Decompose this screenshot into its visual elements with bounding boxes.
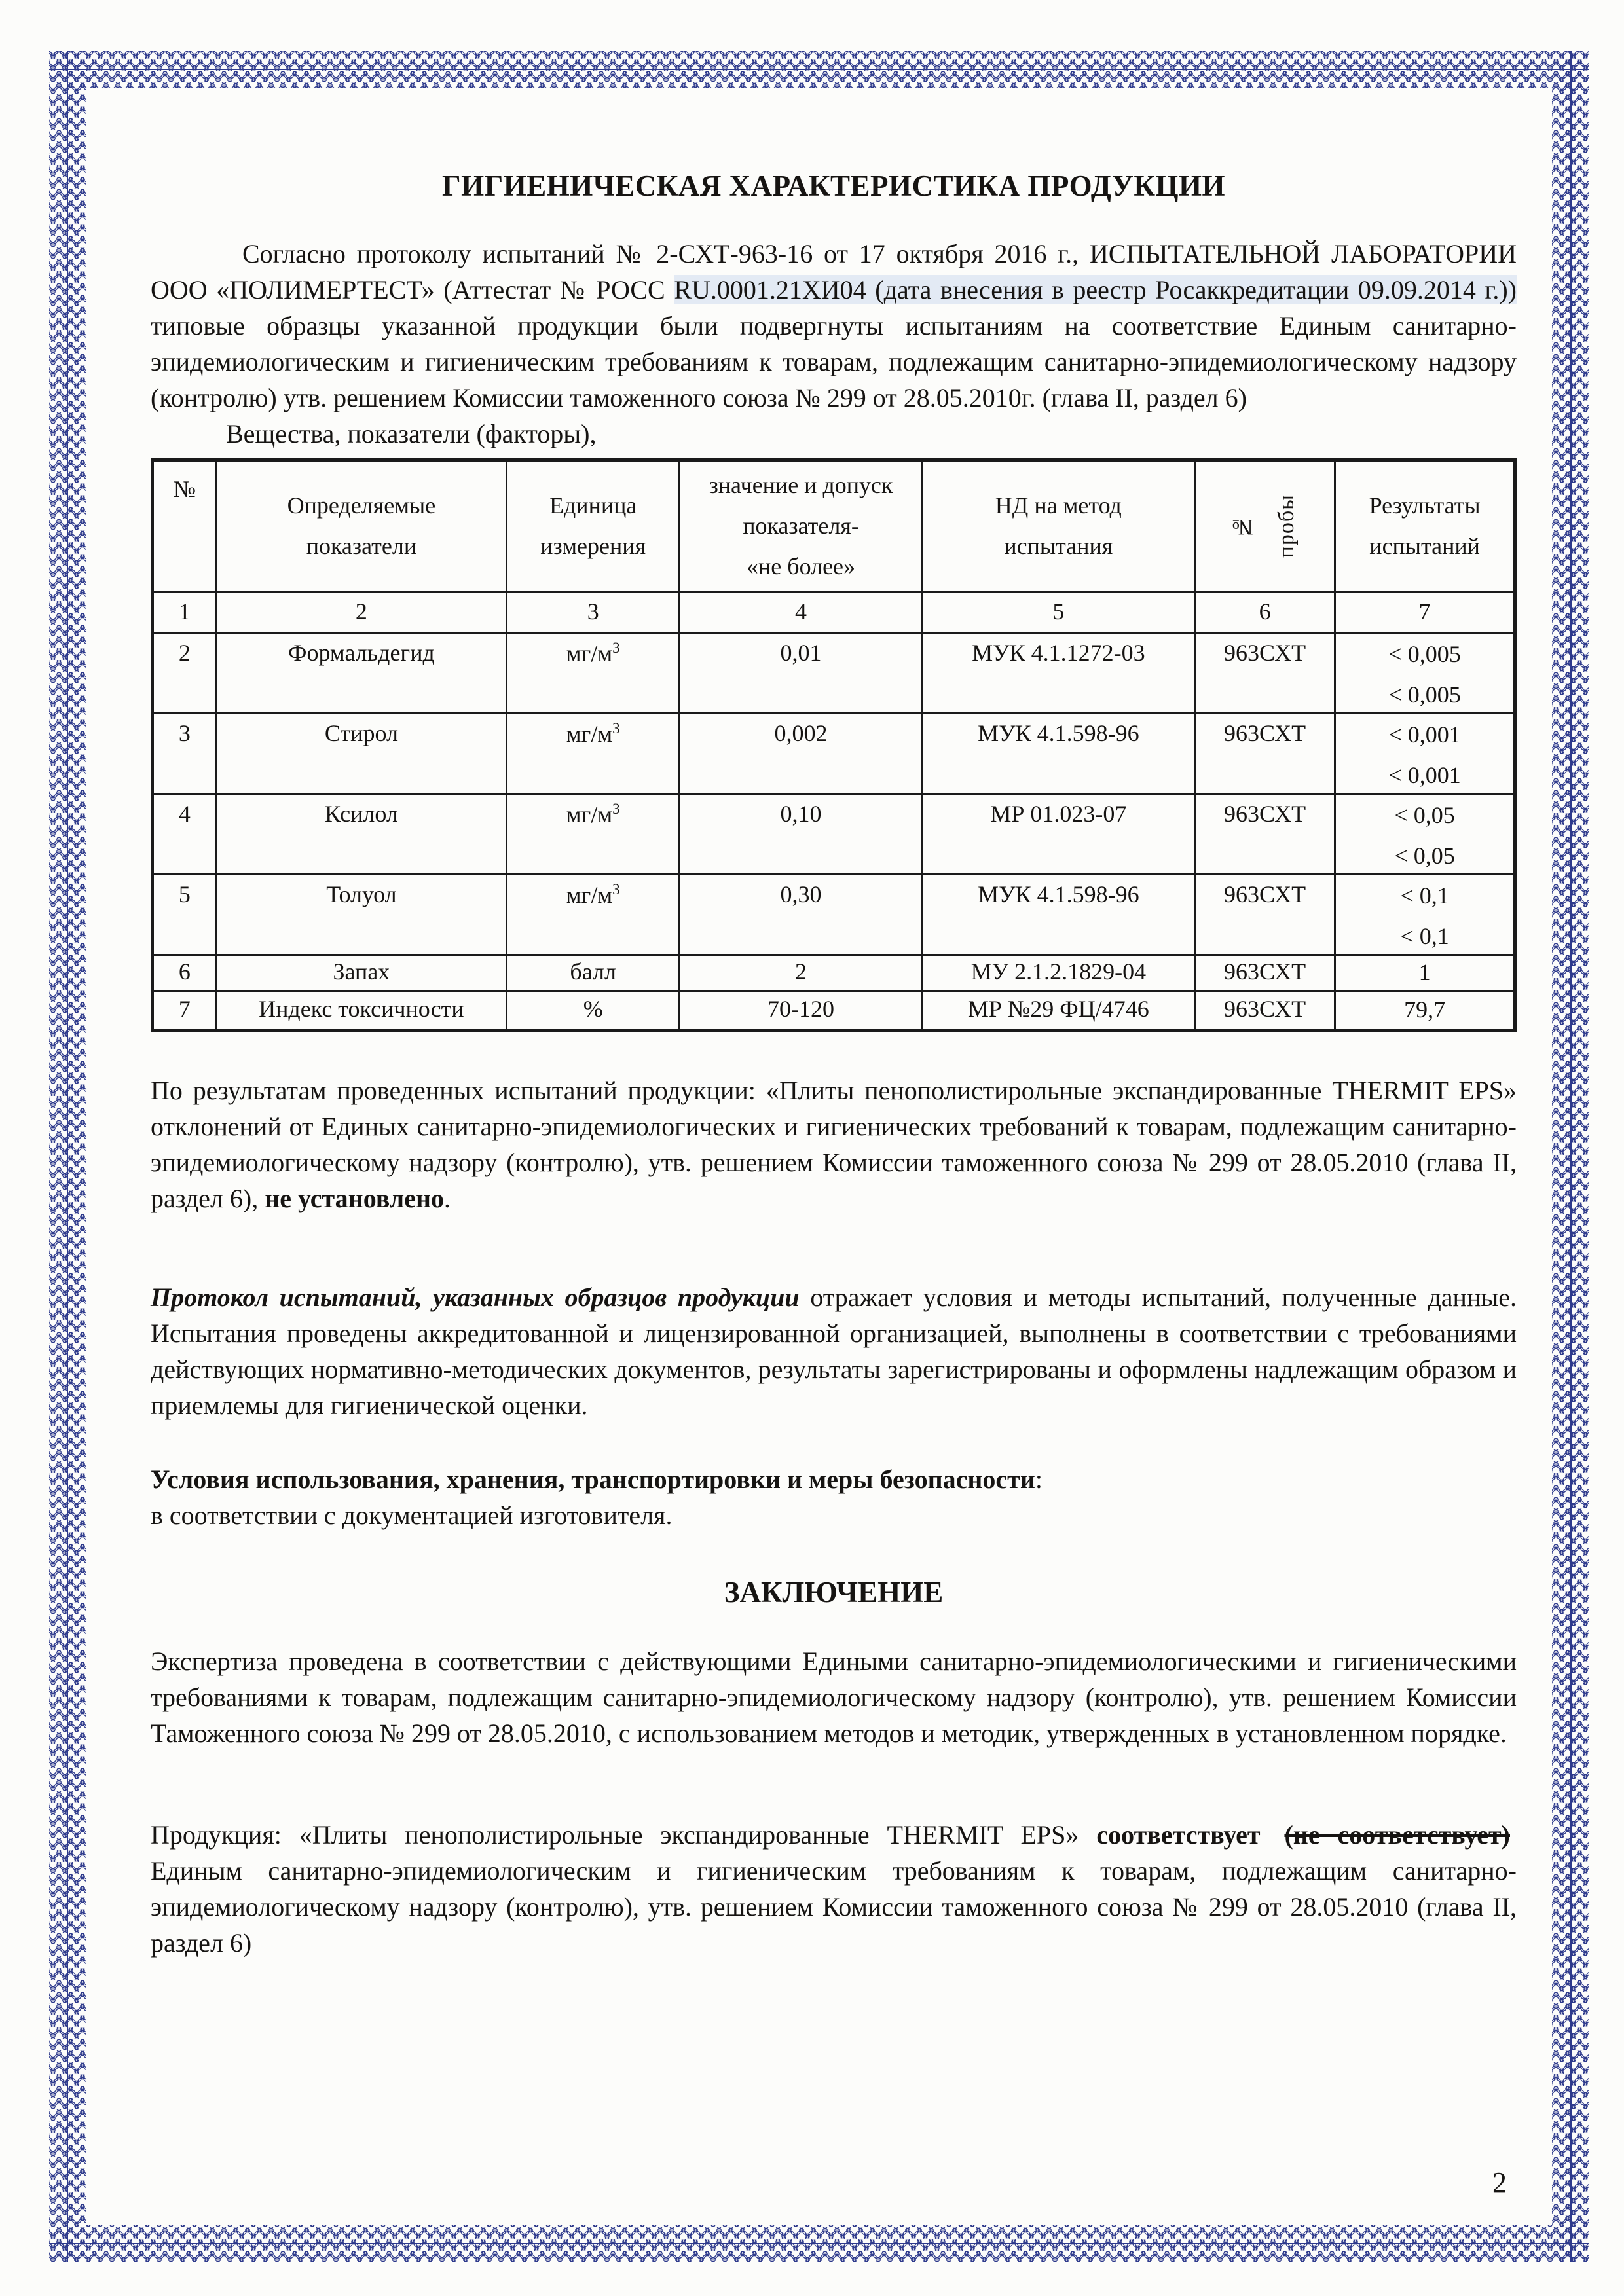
column-number: 3: [507, 592, 680, 632]
cell-row-number: 4: [153, 793, 217, 874]
cell-sample-no: 963СХТ: [1194, 991, 1335, 1030]
product-rest: Единым санитарно-эпидемиологическим и гигиеническим требованиям к товарам, подлежащим санитарно-эпидемиологическому надзору (контролю), утв. решением Комиссии таможенного союза № 299 от 28.05.2010 (глава II, раздел 6): [151, 1855, 1517, 1958]
cell-row-number: 6: [153, 955, 217, 991]
cell-row-number: 5: [153, 874, 217, 955]
column-number-row: [153, 592, 1515, 632]
cell-limit: 0,30: [680, 874, 922, 955]
cell-results: [1335, 874, 1515, 955]
cell-indicator: Ксилол: [216, 793, 506, 874]
result-value: < 0,1: [1400, 922, 1449, 949]
expertise-paragraph: Экспертиза проведена в соответствии с действующими Едиными санитарно-эпидемиологическими и гигиеническими требованиями к товарам, подлежащим санитарно-эпидемиологическому надзору (контролю), утв. решением Комиссии Таможенного союза № 299 от 28.05.2010, с использованием методов и методик, утвержденных в установленном порядке.: [151, 1646, 1517, 1748]
header-label: Единица: [549, 492, 637, 519]
cell-results: [1335, 632, 1515, 713]
page-title: ГИГИЕНИЧЕСКАЯ ХАРАКТЕРИСТИКА ПРОДУКЦИИ: [441, 170, 1226, 202]
conditions-heading: Условия использования, хранения, транспортировки и меры безопасности: [151, 1464, 1035, 1494]
cell-sample-no: 963СХТ: [1194, 874, 1335, 955]
conditions-paragraph: [151, 1461, 1517, 1533]
product-verdict-paragraph: [151, 1817, 1517, 1961]
cell-method: МР №29 ФЦ/4746: [922, 991, 1194, 1030]
cell-limit: 0,10: [680, 793, 922, 874]
table-row: [153, 632, 1515, 713]
header-label: Результаты: [1369, 492, 1481, 519]
intro-text-1: Согласно протоколу испытаний № 2-СХТ-963-16 от 17 октября 2016 г., ИСПЫТАТЕЛЬНОЙ ЛАБОРАТОРИИ ООО «ПОЛИМЕРТЕСТ» (Аттестат № РОСС: [151, 239, 1517, 304]
cell-results: [1335, 991, 1515, 1030]
product-lead: Продукция: «Плиты пенополистирольные экспандированные THERMIT EPS»: [151, 1819, 1097, 1850]
conditions-colon: :: [1035, 1464, 1043, 1494]
unit-text: мг/м: [566, 801, 613, 828]
unit-superscript: 3: [612, 639, 620, 656]
cell-results: [1335, 713, 1515, 793]
cell-sample-no: 963СХТ: [1194, 632, 1335, 713]
result-value: 1: [1418, 958, 1431, 985]
cell-method: МУК 4.1.1272-03: [922, 632, 1194, 713]
cell-unit: [507, 713, 680, 793]
unit-superscript: 3: [612, 881, 620, 898]
protocol-lead: Протокол испытаний, указанных образцов продукции: [151, 1282, 800, 1312]
table-row: [153, 713, 1515, 793]
cell-indicator: Запах: [216, 955, 506, 991]
table-row: [153, 991, 1515, 1030]
unit-superscript: 3: [612, 800, 620, 817]
unit-text: балл: [570, 958, 616, 985]
results-text-tail: .: [444, 1183, 451, 1213]
header-results: [1335, 460, 1515, 592]
document-content: [151, 169, 1517, 1961]
header-unit: [507, 460, 680, 592]
result-value: 79,7: [1404, 996, 1446, 1023]
page-number: 2: [1492, 2166, 1507, 2198]
column-number: 5: [922, 592, 1194, 632]
cell-results: [1335, 955, 1515, 991]
result-value: < 0,005: [1388, 640, 1461, 667]
cell-indicator: Стирол: [216, 713, 506, 793]
result-value: < 0,001: [1388, 721, 1461, 748]
cell-method: МУК 4.1.598-96: [922, 874, 1194, 955]
header-label-rotated: пробы: [1274, 494, 1299, 558]
cell-method: МР 01.023-07: [922, 793, 1194, 874]
header-label: значение и допуск: [709, 472, 893, 498]
cell-limit: 0,002: [680, 713, 922, 793]
cell-unit: [507, 793, 680, 874]
column-number: 2: [216, 592, 506, 632]
header-label: испытания: [1004, 532, 1113, 559]
cell-unit: [507, 632, 680, 713]
unit-text: %: [583, 995, 603, 1022]
cell-row-number: 3: [153, 713, 217, 793]
product-verdict: соответствует: [1096, 1819, 1261, 1850]
header-method: [922, 460, 1194, 592]
header-label: испытаний: [1369, 532, 1480, 559]
column-number: 7: [1335, 592, 1515, 632]
cell-results: [1335, 793, 1515, 874]
cell-unit: [507, 991, 680, 1030]
header-indicator: [216, 460, 506, 592]
result-value: < 0,05: [1394, 842, 1455, 869]
cell-indicator: Индекс токсичности: [216, 991, 506, 1030]
cell-method: МУК 4.1.598-96: [922, 713, 1194, 793]
cell-limit: 70-120: [680, 991, 922, 1030]
header-label: №: [173, 476, 196, 502]
cell-unit: [507, 874, 680, 955]
unit-text: мг/м: [566, 881, 613, 908]
header-label: «не более»: [747, 553, 856, 579]
result-value: < 0,001: [1388, 761, 1461, 788]
unit-text: мг/м: [566, 640, 613, 666]
header-number: [153, 460, 217, 592]
table-header-row: [153, 460, 1515, 592]
cell-indicator: Формальдегид: [216, 632, 506, 713]
cell-limit: 0,01: [680, 632, 922, 713]
cell-unit: [507, 955, 680, 991]
conclusion-heading: ЗАКЛЮЧЕНИЕ: [724, 1575, 944, 1609]
header-label: показатели: [306, 532, 417, 559]
intro-text-highlighted: RU.0001.21ХИ04 (дата внесения в реестр Росаккредитации 09.09.2014 г.)): [674, 275, 1517, 304]
substances-caption: Вещества, показатели (факторы),: [226, 419, 597, 448]
cell-sample-no: 963СХТ: [1194, 793, 1335, 874]
result-value: < 0,05: [1394, 801, 1455, 828]
table-row: [153, 955, 1515, 991]
cell-sample-no: 963СХТ: [1194, 713, 1335, 793]
result-value: < 0,1: [1400, 882, 1449, 909]
column-number: 1: [153, 592, 217, 632]
column-number: 4: [680, 592, 922, 632]
protocol-paragraph: [151, 1279, 1517, 1423]
unit-text: мг/м: [566, 720, 613, 747]
unit-superscript: 3: [612, 720, 620, 737]
header-label-rotated: №: [1230, 513, 1255, 539]
header-limit: [680, 460, 922, 592]
conditions-body: в соответствии с документацией изготовителя.: [151, 1500, 673, 1530]
protocol-text: отражает условия и методы испытаний, полученные данные. Испытания проведены аккредитованной и лицензированной организацией, выполнены в соответствии с требованиями действующих нормативно-методических документов, результаты зарегистрированы и оформлены надлежащим образом и приемлемы для гигиенической оценки.: [151, 1282, 1517, 1420]
table-row: [153, 874, 1515, 955]
results-verdict-emphasis: не установлено: [265, 1183, 445, 1213]
intro-paragraph: [151, 236, 1517, 416]
cell-sample-no: 963СХТ: [1194, 955, 1335, 991]
header-label: измерения: [540, 532, 646, 559]
column-number: 6: [1194, 592, 1335, 632]
header-label: показателя-: [743, 512, 859, 539]
intro-text-2: типовые образцы указанной продукции были подвергнуты испытаниям на соответствие Единым санитарно-эпидемиологическим и гигиеническим требованиям к товарам, подлежащим санитарно-эпидемиологическому надзору (контролю) утв. решением Комиссии таможенного союза № 299 от 28.05.2010г. (глава II, раздел 6): [151, 311, 1517, 412]
test-results-table: [151, 458, 1517, 1032]
cell-method: МУ 2.1.2.1829-04: [922, 955, 1194, 991]
header-label: НД на метод: [995, 492, 1122, 519]
results-text: По результатам проведенных испытаний продукции: «Плиты пенополистирольные экспандированные THERMIT EPS» отклонений от Единых санитарно-эпидемиологических и гигиенических требований к товарам, подлежащим санитарно-эпидемиологическому надзору (контролю), утв. решением Комиссии таможенного союза № 299 от 28.05.2010 (глава II, раздел 6),: [151, 1075, 1517, 1213]
header-label: Определяемые: [287, 492, 436, 519]
cell-limit: 2: [680, 955, 922, 991]
cell-row-number: 7: [153, 991, 217, 1030]
header-sample-no: [1194, 460, 1335, 592]
cell-indicator: Толуол: [216, 874, 506, 955]
results-paragraph: [151, 1072, 1517, 1216]
table-row: [153, 793, 1515, 874]
cell-row-number: 2: [153, 632, 217, 713]
product-verdict-rejected: (не соответствует): [1284, 1819, 1510, 1850]
result-value: < 0,005: [1388, 681, 1461, 708]
